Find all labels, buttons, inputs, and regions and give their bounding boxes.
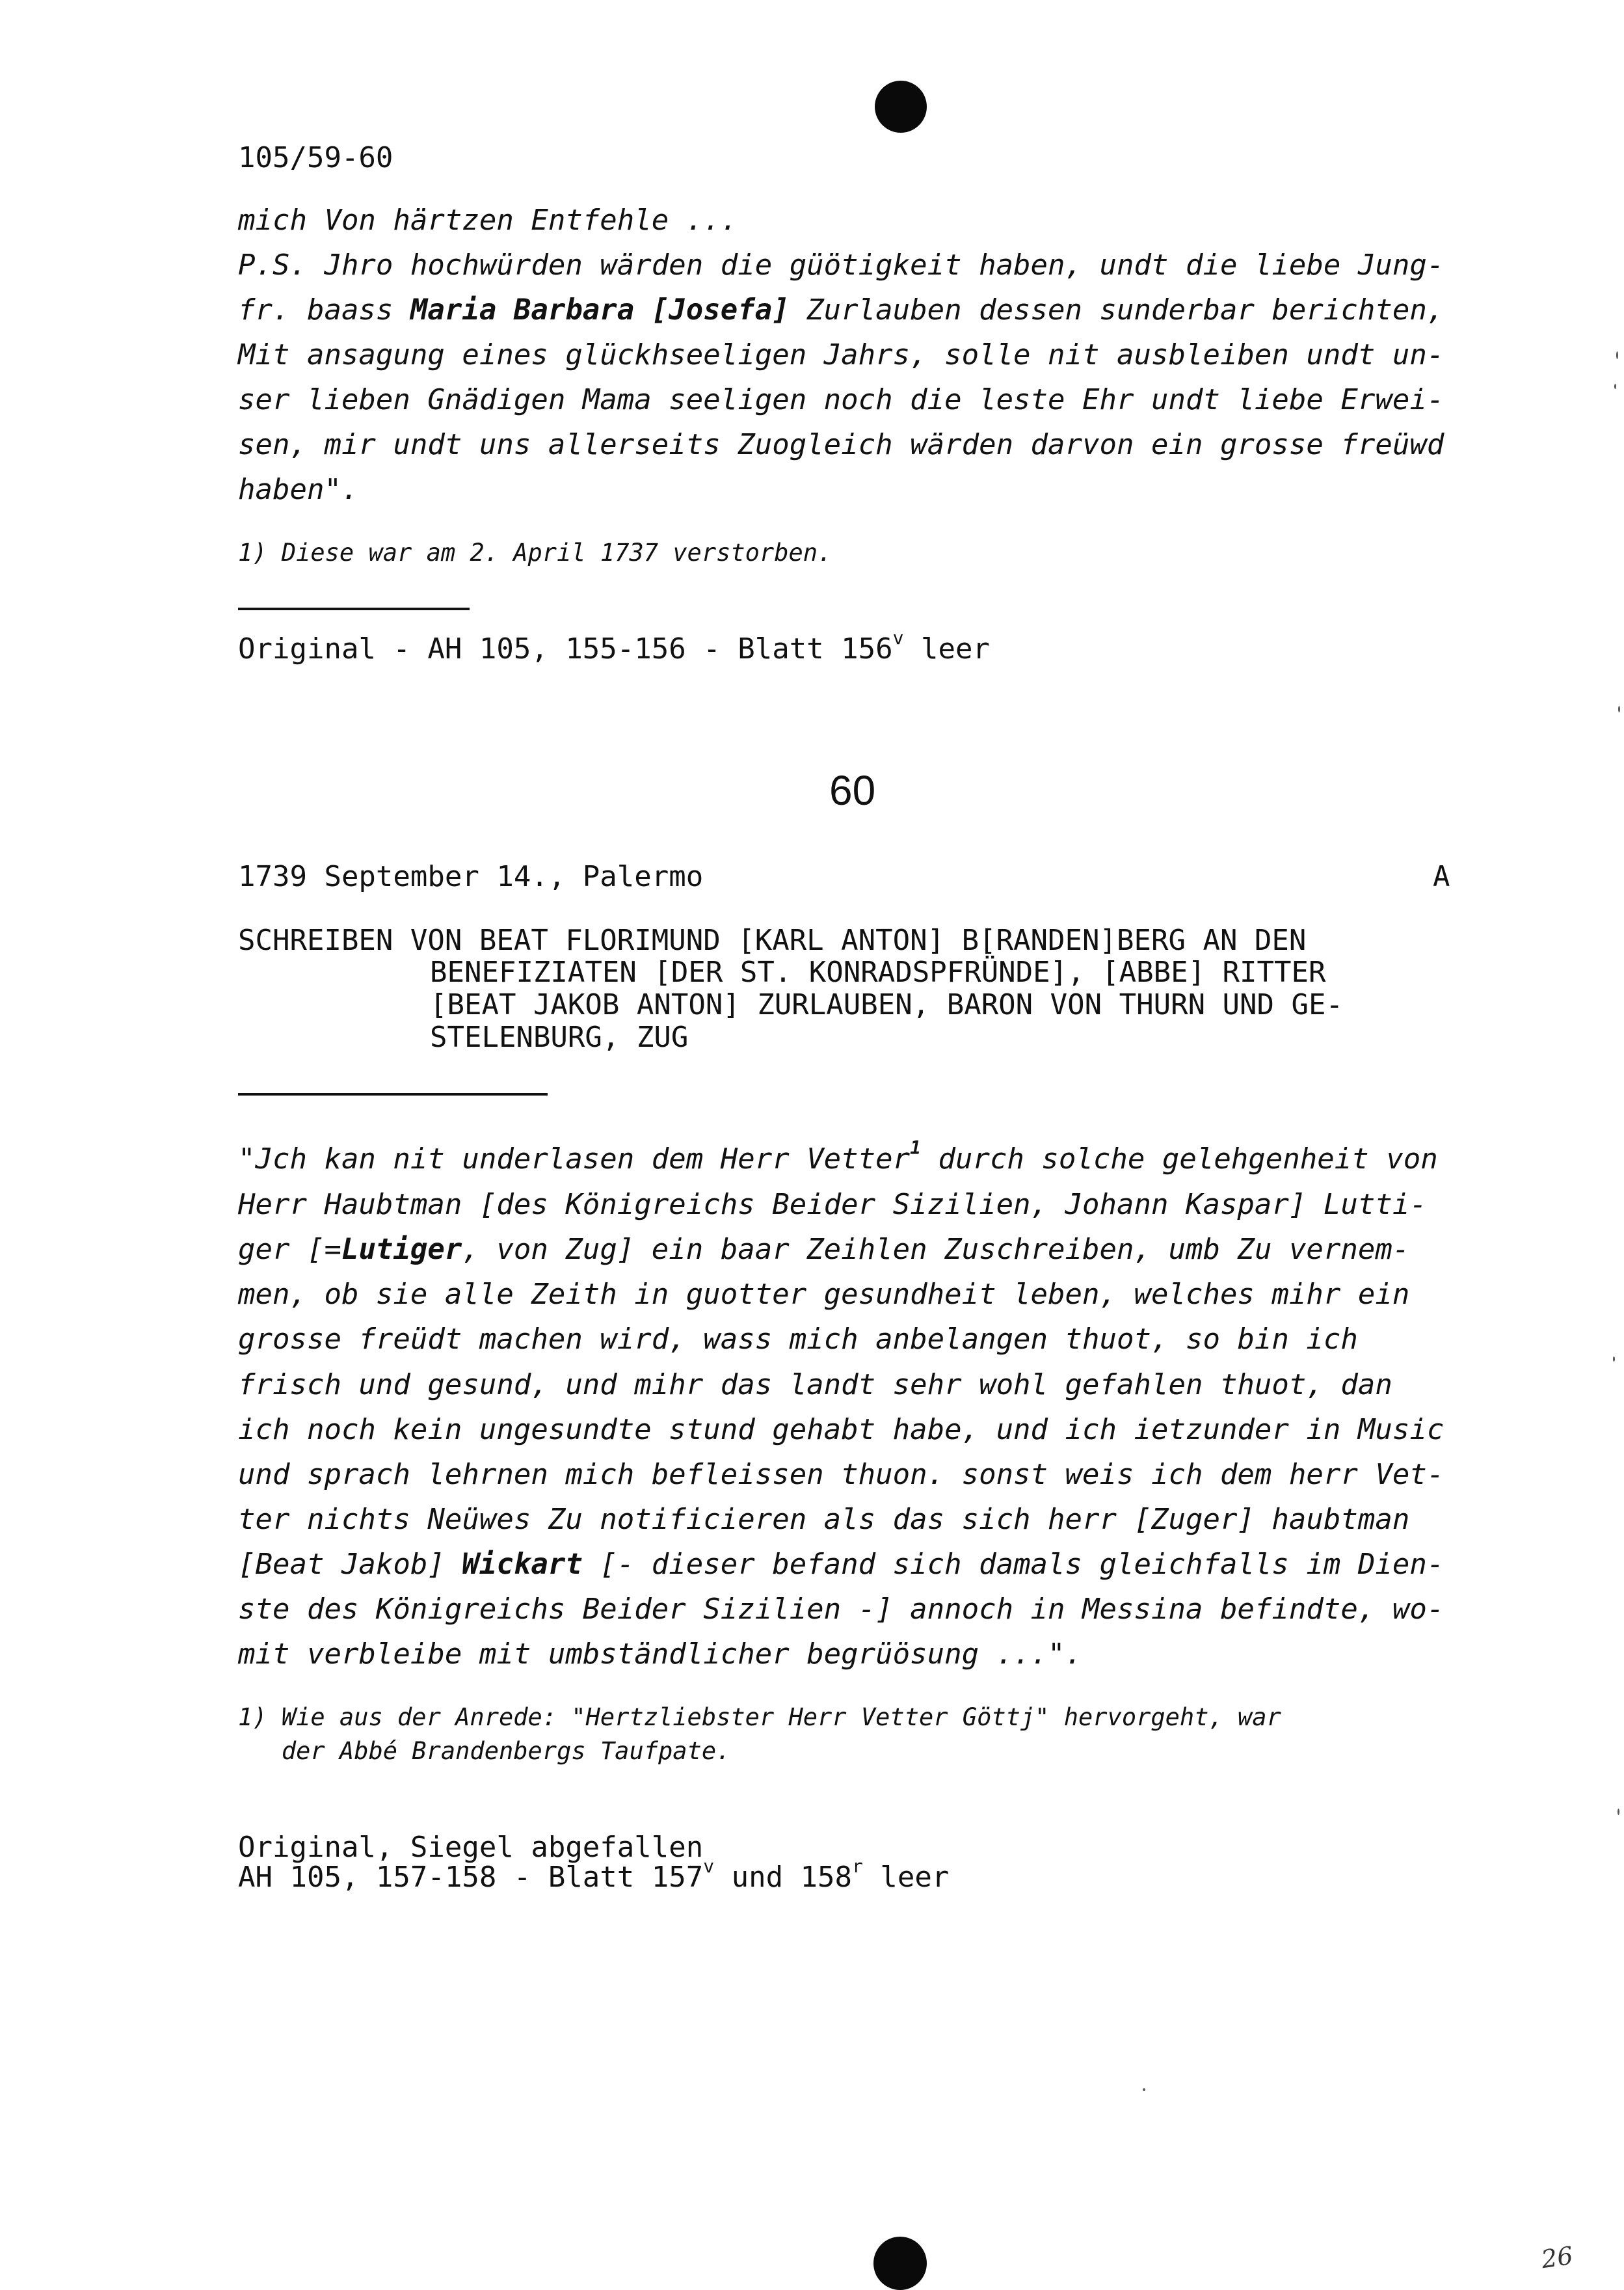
- text-line: P.S. Jhro hochwürden wärden die güötigkeit haben, undt die liebe Jung-: [238, 249, 1444, 282]
- person-name: Maria Barbara [Josefa]: [410, 293, 790, 327]
- text-line: mich Von härtzen Entfehle ...: [238, 204, 738, 237]
- scan-speck: [1618, 706, 1620, 712]
- text-line: frisch und gesund, und mihr das landt sehr wohl gefahlen thuot, dan: [238, 1368, 1392, 1401]
- scan-speck: [1616, 351, 1618, 359]
- footnote-line: der Abbé Brandenbergs Taufpate.: [238, 1737, 731, 1765]
- text-line: Herr Haubtman [des Königreichs Beider Sizilien, Johann Kaspar] Lutti-: [238, 1188, 1427, 1221]
- handwritten-page-mark: 26: [1539, 2241, 1575, 2274]
- source-line: Original, Siegel abgefallen: [238, 1831, 704, 1864]
- person-name: Wickart: [462, 1548, 583, 1581]
- text-line: ser lieben Gnädigen Mama seeligen noch die leste Ehr undt liebe Erwei-: [238, 383, 1444, 416]
- text-line: ter nichts Neüwes Zu notificieren als das sich herr [Zuger] haubtman: [238, 1503, 1410, 1536]
- heading-line: SCHREIBEN VON BEAT FLORIMUND [KARL ANTON] B[RANDEN]BERG AN DEN: [238, 924, 1307, 957]
- text-line: ich noch kein ungesundte stund gehabt habe, und ich ietzunder in Music: [238, 1413, 1444, 1446]
- scan-speck: [1613, 1356, 1615, 1362]
- scan-speck: [1617, 1809, 1619, 1815]
- text-line: ste des Königreichs Beider Sizilien -] annoch in Messina befindte, wo-: [238, 1593, 1444, 1626]
- source-note: Original - AH 105, 155-156 - Blatt 156$^v$ leer: [238, 627, 990, 666]
- scan-speck: [1614, 384, 1616, 389]
- text-line: haben".: [238, 473, 359, 506]
- grade-mark: A: [1433, 860, 1450, 893]
- footnote-line: 1) Wie aus der Anrede: "Hertzliebster Herr Vetter Göttj" hervorgeht, war: [238, 1703, 1281, 1731]
- divider: [238, 1093, 548, 1096]
- text-line: "Jch kan nit underlasen dem Herr Vetter$^1$ durch solche gelehgenheit von: [238, 1137, 1438, 1176]
- footnote: 1) Diese war am 2. April 1737 verstorben.: [238, 539, 832, 567]
- text-line: sen, mir undt uns allerseits Zuogleich wärden darvon ein grosse freüwd: [238, 428, 1444, 461]
- text-line: [Beat Jakob] Wickart [- dieser befand sich damals gleichfalls im Dien-: [238, 1548, 1444, 1581]
- text-line: mit verbleibe mit umbständlicher begrüösung ...".: [238, 1637, 1083, 1671]
- date-place: 1739 September 14., Palermo: [238, 860, 704, 893]
- text-line: und sprach lehrnen mich befleissen thuon. sonst weis ich dem herr Vet-: [238, 1458, 1444, 1491]
- punch-hole-bottom: [873, 2237, 927, 2290]
- heading-line: STELENBURG, ZUG: [430, 1021, 689, 1054]
- footnote-marker: 1: [910, 1137, 921, 1159]
- text-line: men, ob sie alle Zeith in guotter gesundheit leben, welches mihr ein: [238, 1278, 1410, 1311]
- heading-line: [BEAT JAKOB ANTON] ZURLAUBEN, BARON VON THURN UND GE-: [430, 988, 1343, 1021]
- document-reference: 105/59-60: [238, 141, 393, 174]
- scan-speck: [1143, 2088, 1145, 2091]
- person-name: Lutiger: [341, 1233, 462, 1266]
- heading-line: BENEFIZIATEN [DER ST. KONRADSPFRÜNDE], [ABBE] RITTER: [430, 956, 1326, 989]
- entry-number: 60: [829, 767, 876, 814]
- text-line: fr. baass Maria Barbara [Josefa] Zurlauben dessen sunderbar berichten,: [238, 293, 1444, 327]
- text-line: ger [=Lutiger, von Zug] ein baar Zeihlen Zuschreiben, umb Zu vernem-: [238, 1233, 1410, 1266]
- text-line: Mit ansagung eines glückhseeligen Jahrs, solle nit ausbleiben undt un-: [238, 338, 1444, 371]
- divider: [238, 608, 470, 610]
- text-line: grosse freüdt machen wird, wass mich anbelangen thuot, so bin ich: [238, 1323, 1358, 1356]
- source-line: AH 105, 157-158 - Blatt 157$^v$ und 158$^r$ leer: [238, 1855, 950, 1894]
- punch-hole-top: [875, 81, 927, 133]
